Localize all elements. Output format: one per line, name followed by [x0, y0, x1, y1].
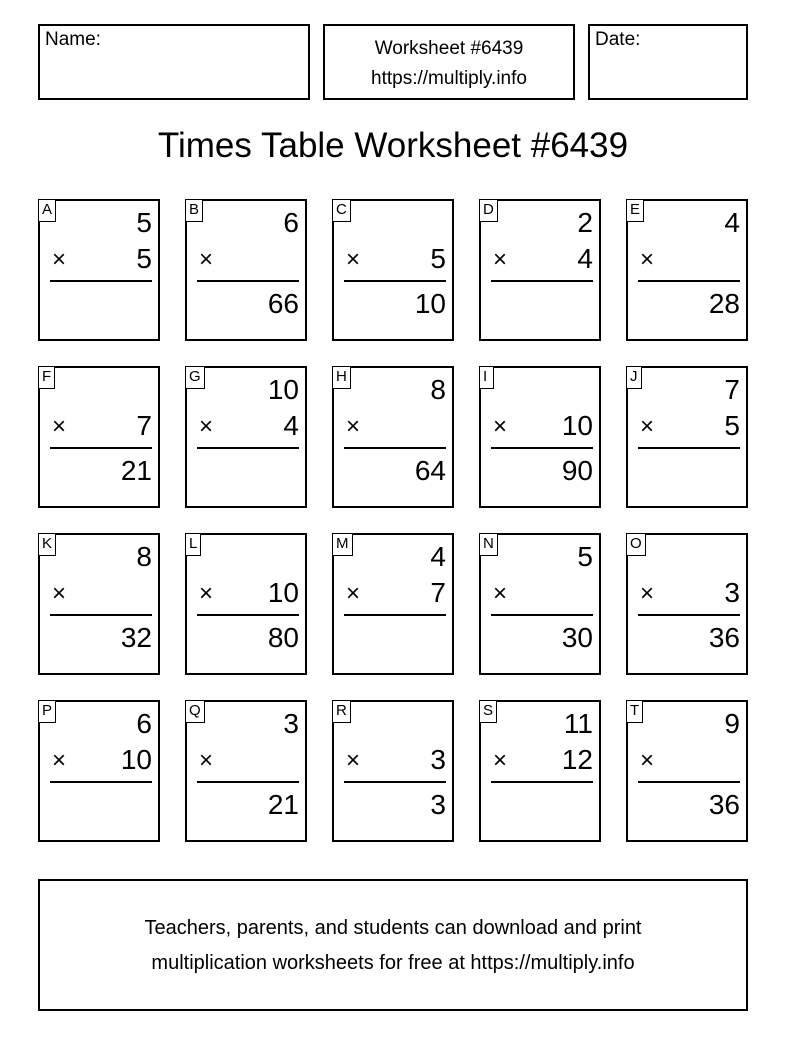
- product: 21: [120, 455, 152, 486]
- worksheet-info-box: [323, 24, 575, 100]
- problem-card-d: [479, 199, 601, 341]
- problem-card-p: [38, 700, 160, 842]
- problem-letter: A: [38, 199, 56, 222]
- times-sign: ×: [346, 246, 361, 273]
- problem-letter: P: [38, 700, 56, 723]
- answer-line: [638, 447, 740, 449]
- product: 80: [267, 622, 299, 653]
- problem-letter: S: [479, 700, 497, 723]
- problem-letter: C: [332, 199, 351, 222]
- name-field[interactable]: [38, 24, 310, 100]
- times-sign: ×: [199, 747, 214, 774]
- problem-card-a: [38, 199, 160, 341]
- answer-line: [50, 614, 152, 616]
- product: 3: [430, 789, 446, 820]
- problem-letter: E: [626, 199, 644, 222]
- problem-card-e: [626, 199, 748, 341]
- problem-card-l: [185, 533, 307, 675]
- product: 66: [267, 288, 299, 319]
- problem-card-j: [626, 366, 748, 508]
- problem-letter: J: [626, 366, 642, 389]
- multiplier: 3: [430, 744, 446, 775]
- multiplicand: 5: [577, 541, 593, 572]
- product: 36: [708, 622, 740, 653]
- answer-line: [344, 280, 446, 282]
- times-sign: ×: [640, 413, 655, 440]
- answer-line: [197, 781, 299, 783]
- product: 90: [561, 455, 593, 486]
- problem-letter: B: [185, 199, 203, 222]
- multiplier: 5: [724, 410, 740, 441]
- answer-line: [491, 614, 593, 616]
- multiplier: 4: [577, 243, 593, 274]
- problem-card-r: [332, 700, 454, 842]
- problem-card-m: [332, 533, 454, 675]
- times-sign: ×: [52, 580, 67, 607]
- times-sign: ×: [493, 413, 508, 440]
- multiplicand: 8: [430, 374, 446, 405]
- product: 30: [561, 622, 593, 653]
- problem-card-i: [479, 366, 601, 508]
- times-sign: ×: [52, 747, 67, 774]
- multiplicand: 3: [283, 708, 299, 739]
- times-sign: ×: [493, 246, 508, 273]
- times-sign: ×: [199, 246, 214, 273]
- answer-line: [344, 614, 446, 616]
- times-sign: ×: [346, 413, 361, 440]
- product: 28: [708, 288, 740, 319]
- multiplicand: 4: [724, 207, 740, 238]
- problem-letter: F: [38, 366, 55, 389]
- answer-line: [638, 781, 740, 783]
- answer-line: [491, 280, 593, 282]
- product: 64: [414, 455, 446, 486]
- times-sign: ×: [52, 246, 67, 273]
- times-sign: ×: [52, 413, 67, 440]
- times-sign: ×: [199, 413, 214, 440]
- problem-letter: I: [479, 366, 494, 389]
- answer-line: [50, 280, 152, 282]
- problem-card-s: [479, 700, 601, 842]
- answer-line: [491, 447, 593, 449]
- answer-line: [344, 781, 446, 783]
- multiplicand: 2: [577, 207, 593, 238]
- answer-line: [638, 614, 740, 616]
- answer-line: [197, 280, 299, 282]
- multiplier: 5: [136, 243, 152, 274]
- problem-card-q: [185, 700, 307, 842]
- multiplier: 3: [724, 577, 740, 608]
- answer-line: [197, 614, 299, 616]
- problem-letter: M: [332, 533, 353, 556]
- problem-letter: O: [626, 533, 646, 556]
- problem-card-b: [185, 199, 307, 341]
- times-sign: ×: [346, 580, 361, 607]
- multiplicand: 4: [430, 541, 446, 572]
- answer-line: [50, 447, 152, 449]
- multiplier: 7: [430, 577, 446, 608]
- multiplier: 10: [267, 577, 299, 608]
- problem-card-g: [185, 366, 307, 508]
- multiplier: 10: [561, 410, 593, 441]
- date-field[interactable]: [588, 24, 748, 100]
- problem-letter: T: [626, 700, 643, 723]
- footer-note: [38, 879, 748, 1011]
- multiplicand: 6: [136, 708, 152, 739]
- problem-card-c: [332, 199, 454, 341]
- problem-letter: L: [185, 533, 201, 556]
- problem-letter: H: [332, 366, 351, 389]
- answer-line: [491, 781, 593, 783]
- problem-card-o: [626, 533, 748, 675]
- problem-card-k: [38, 533, 160, 675]
- multiplier: 10: [120, 744, 152, 775]
- footer-line-1: Teachers, parents, and students can download and print: [144, 917, 642, 939]
- worksheet-url: https://multiply.info: [371, 68, 527, 89]
- answer-line: [50, 781, 152, 783]
- problem-letter: D: [479, 199, 498, 222]
- problem-letter: N: [479, 533, 498, 556]
- times-sign: ×: [493, 580, 508, 607]
- problem-letter: K: [38, 533, 56, 556]
- multiplier: 4: [283, 410, 299, 441]
- product: 32: [120, 622, 152, 653]
- problem-card-n: [479, 533, 601, 675]
- problem-card-f: [38, 366, 160, 508]
- answer-line: [344, 447, 446, 449]
- problem-letter: Q: [185, 700, 205, 723]
- multiplicand: 6: [283, 207, 299, 238]
- multiplicand: 9: [724, 708, 740, 739]
- multiplier: 12: [561, 744, 593, 775]
- multiplicand: 5: [136, 207, 152, 238]
- times-sign: ×: [199, 580, 214, 607]
- times-sign: ×: [640, 580, 655, 607]
- multiplier: 7: [136, 410, 152, 441]
- product: 36: [708, 789, 740, 820]
- answer-line: [197, 447, 299, 449]
- times-sign: ×: [640, 747, 655, 774]
- multiplicand: 7: [724, 374, 740, 405]
- times-sign: ×: [346, 747, 361, 774]
- answer-line: [638, 280, 740, 282]
- date-label: Date:: [595, 29, 641, 50]
- footer-line-2: multiplication worksheets for free at https://multiply.info: [151, 952, 635, 974]
- product: 21: [267, 789, 299, 820]
- multiplicand: 8: [136, 541, 152, 572]
- worksheet-number: Worksheet #6439: [374, 38, 524, 59]
- times-sign: ×: [493, 747, 508, 774]
- multiplier: 5: [430, 243, 446, 274]
- times-sign: ×: [640, 246, 655, 273]
- problem-letter: R: [332, 700, 351, 723]
- name-label: Name:: [45, 29, 101, 50]
- problem-card-h: [332, 366, 454, 508]
- multiplicand: 11: [563, 708, 593, 739]
- problem-letter: G: [185, 366, 205, 389]
- multiplicand: 10: [267, 374, 299, 405]
- page-title: Times Table Worksheet #6439: [157, 126, 629, 165]
- product: 10: [414, 288, 446, 319]
- problem-card-t: [626, 700, 748, 842]
